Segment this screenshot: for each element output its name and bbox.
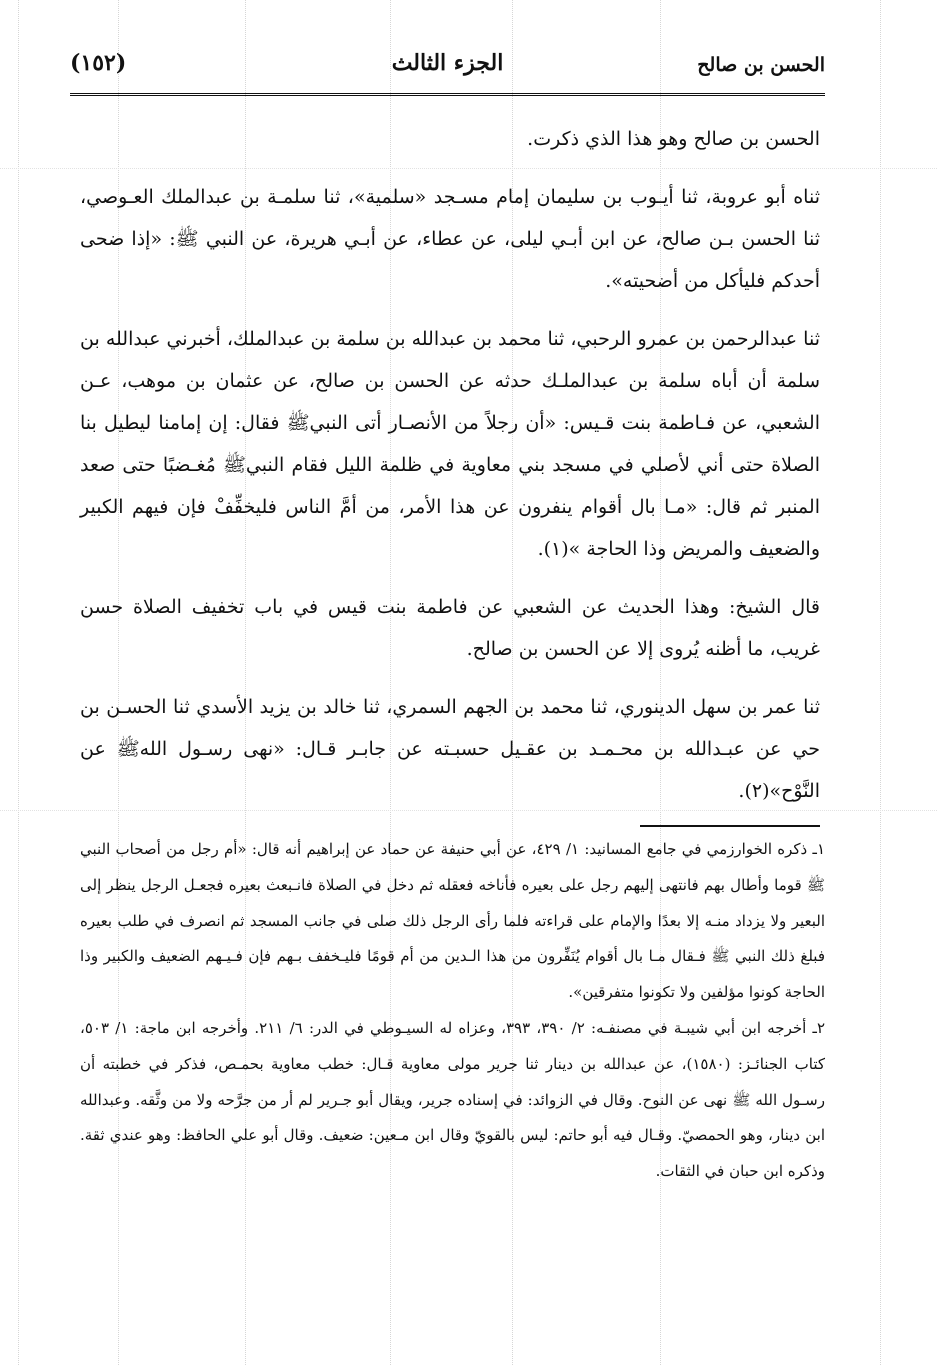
footnote-text: أخرجه ابن أبي شيبـة في مصنفـه: ٢/ ٣٩٠، ٣٩٣، وعزاه له السيـوطي في الدر: ٦/ ٢١١. وأخرجه ابن ماجة: ١/ ٥٠٣، كتاب الجنائـز: (١٥٨٠)، عن عبدالله بن دينار ثنا جرير مولى معاوية قـال: خطب معاوية بحمـص، فذكر في خطبته أن رسـول الله ﷺ نهى عن النوح. وقال في الزوائد: في إسناده جرير، ويقال أبو جـرير لم أر من جرَّحه ولا من وثَّقه. وعبدالله ابن دينار، وهو الحمصيّ. وقـال فيه أبو حاتم: ليس بالقويّ وقال ابن مـعين: ضعيف. وقال أبو علي الحافظ: وهو عندي ثقة. وذكره ابن حبان في الثقات. — [80, 1018, 825, 1181]
footnote-number: ٢ـ — [812, 1018, 826, 1037]
paragraph: ثناه أبو عروبة، ثنا أيـوب بن سليمان إمام مسـجد «سلمية»، ثنا سلمـة بن عبدالملك العـوصي، ثنا الحسن بـن صالح، عن ابن أبـي ليلى، عن عطاء، عن أبـي هريرة، عن النبي ﷺ: «إذا ضحى أحدكم فليأكل من أضحيته». — [80, 186, 820, 292]
paragraph: ثنا عبدالرحمن بن عمرو الرحبي، ثنا محمد بن عبدالله بن سلمة بن عبدالملك، أخبرني عبدالله بن سلمة أن أباه سلمة بن عبدالملـك حدثه عن الحسن بن صالح، عن عثمان بن موهب، عـن الشعبي، عن فـاطمة بنت قـيس: «أن رجلاً من الأنصـار أتى النبيﷺ فقال: إن إمامنا ليطيل بنا الصلاة حتى أني لأصلي في مسجد بني معاوية في ظلمة الليل فقام النبيﷺ مُغـضبًا حتى صعد المنبر ثم قال: «مـا بال أقوام ينفرون عن هذا الأمر، من أمَّ الناس فليخفِّفْ فإن فيهم الكبير والضعيف والمريض وذا الحاجة »(١). — [80, 328, 820, 560]
footnote-separator — [640, 825, 820, 827]
footnote-number: ١ـ — [812, 840, 825, 858]
main-text — [80, 118, 820, 828]
running-header — [70, 44, 825, 96]
paragraph: الحسن بن صالح وهو هذا الذي ذكرت. — [527, 128, 820, 150]
footnote — [80, 1011, 825, 1190]
paragraph: ثنا عمر بن سهل الدينوري، ثنا محمد بن الجهم السمري، ثنا خالد بن يزيد الأسدي ثنا الحسـن بن حي عن عبـدالله بن محـمـد بن عقـيل حسبـته عن جابـر قـال: «نهى رسـول اللهﷺ عن النَّوْح»(٢). — [80, 696, 820, 802]
page-number: (١٥٢) — [70, 50, 127, 76]
footnote-text: ذكره الخوارزمي في جامع المسانيد: ١/ ٤٢٩، عن أبي حنيفة عن حماد عن إبراهيم أنه قال: «أم رجل من أصحاب النبي ﷺ قوما وأطال بهم فانتهى إليهم رجل على بعيره فأناخه فعقله ثم دخل في الصلاة فانـبعث بعيره فجعـل الرجل ينظر إلى البعير ولا يزداد منـه إلا بعدًا والإمام على قراءته فلما رأى الرجل ذلك صلى في جانب المسجد ثم انصرف في طلب بعيره فبلغ ذلك النبي ﷺ فـقال مـا بال أقوام يُنَفِّرون من هذا الـدين من أم قومًا فليـخفف بـهم فإن فـيـهم الضعيف والكبير وذا الحاجة كونوا مؤلفين ولا تكونوا متفرقين». — [80, 840, 825, 1002]
header-part-title: الجزء الثالث — [391, 50, 504, 76]
paragraph: قال الشيخ: وهذا الحديث عن الشعبي عن فاطمة بنت قيس في باب تخفيف الصلاة حسن غريب، ما أظنه يُروى إلا عن الحسن بن صالح. — [80, 596, 820, 660]
footnotes — [80, 832, 825, 1190]
header-entry-name: الحسن بن صالح — [697, 54, 825, 76]
header-rule — [70, 93, 825, 96]
scan-dotted-line — [880, 0, 881, 1365]
scan-dotted-line — [18, 0, 19, 1365]
footnote — [80, 832, 825, 1011]
